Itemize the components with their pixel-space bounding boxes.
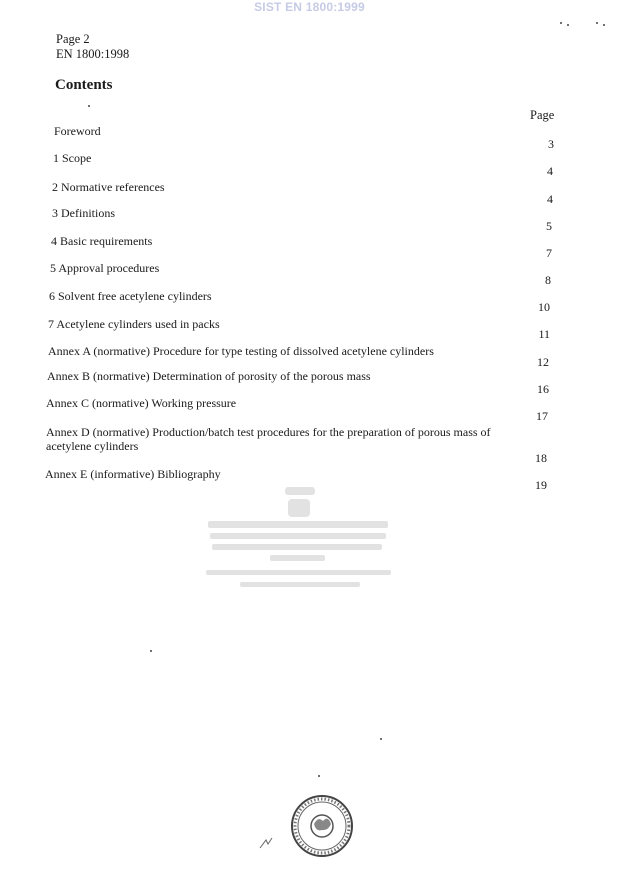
toc-page-number: 19 <box>535 478 547 492</box>
toc-entry-annex-b[interactable]: Annex B (normative) Determination of porosity of the porous mass <box>47 369 371 383</box>
toc-entry-scope[interactable]: 1 Scope <box>53 151 92 165</box>
toc-entry-basic-requirements[interactable]: 4 Basic requirements <box>51 234 153 248</box>
page-label: Page 2 <box>56 32 90 46</box>
contents-title: Contents <box>55 77 113 93</box>
toc-entry-approval-procedures[interactable]: 5 Approval procedures <box>50 261 160 275</box>
toc-entry-solvent-free-cylinders[interactable]: 6 Solvent free acetylene cylinders <box>49 289 212 303</box>
toc-page-number: 8 <box>545 273 551 287</box>
standard-reference: EN 1800:1998 <box>56 47 130 61</box>
toc-entry-normative-references[interactable]: 2 Normative references <box>52 180 165 194</box>
toc-page-number: 17 <box>536 409 548 423</box>
toc-entry-definitions[interactable]: 3 Definitions <box>52 206 115 220</box>
toc-entry-cylinders-in-packs[interactable]: 7 Acetylene cylinders used in packs <box>48 317 220 331</box>
faded-stamp-bleedthrough <box>200 485 400 600</box>
toc-entry-annex-d-continued[interactable]: acetylene cylinders <box>46 439 139 453</box>
watermark: SIST EN 1800:1999 <box>254 0 365 14</box>
page-column-header: Page <box>530 108 555 122</box>
toc-page-number: 5 <box>546 219 552 233</box>
toc-entry-annex-d[interactable]: Annex D (normative) Production/batch test procedures for the preparation of porous mass of <box>46 425 491 439</box>
toc-page-number: 11 <box>538 327 550 341</box>
toc-page-number: 12 <box>537 355 549 369</box>
toc-page-number: 18 <box>535 451 547 465</box>
toc-page-number: 16 <box>537 382 549 396</box>
toc-page-number: 4 <box>547 164 553 178</box>
toc-page-number: 7 <box>546 246 552 260</box>
toc-entry-annex-c[interactable]: Annex C (normative) Working pressure <box>46 396 237 410</box>
toc-page-number: 10 <box>538 300 550 314</box>
toc-entry-foreword[interactable]: Foreword <box>54 124 101 138</box>
official-seal-icon <box>290 794 354 858</box>
page-header <box>56 32 129 62</box>
pen-mark-icon <box>258 836 274 850</box>
toc-page-number: 4 <box>547 192 553 206</box>
toc-entry-annex-e[interactable]: Annex E (informative) Bibliography <box>45 467 221 481</box>
toc-entry-annex-a[interactable]: Annex A (normative) Procedure for type testing of dissolved acetylene cylinders <box>48 344 434 358</box>
toc-page-number: 3 <box>548 137 554 151</box>
